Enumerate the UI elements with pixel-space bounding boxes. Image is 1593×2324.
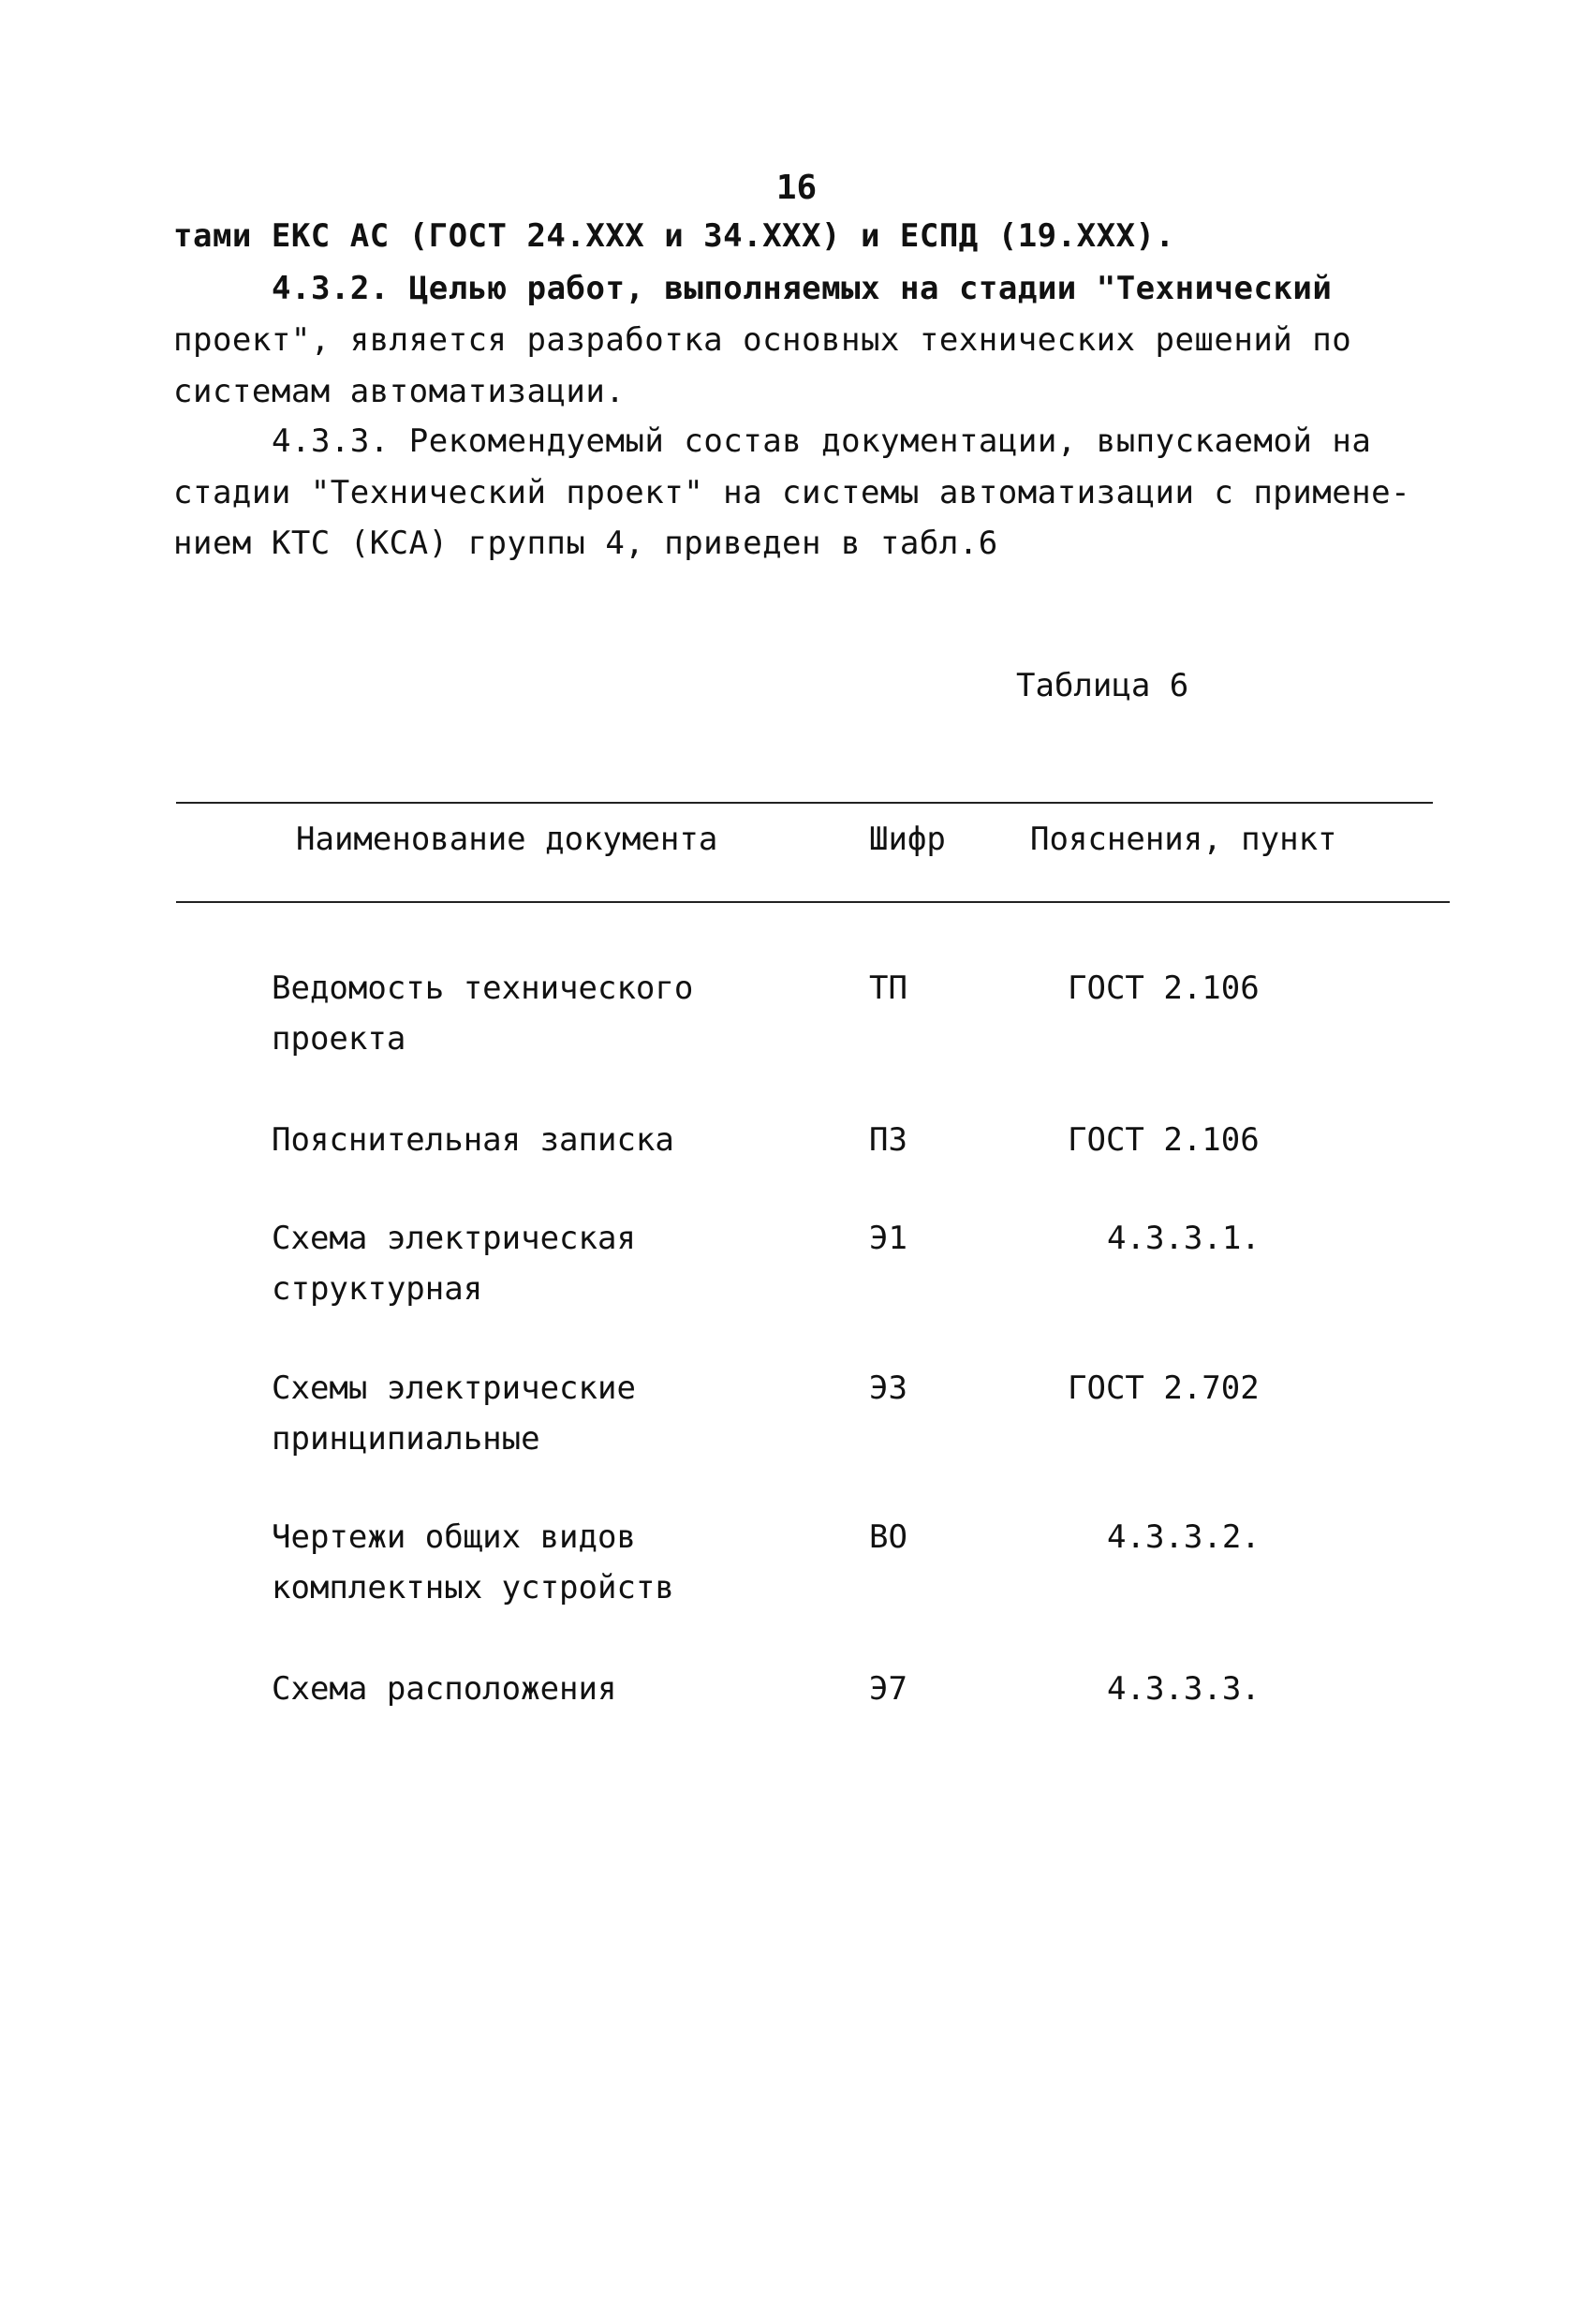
paragraph-4-3-3-line-3: нием КТС (КСА) группы 4, приведен в табл.6 xyxy=(173,525,998,562)
table-header-rule xyxy=(176,901,1450,903)
row-notes: ГОСТ 2.106 xyxy=(1068,970,1260,1007)
row-code: ТП xyxy=(869,970,907,1007)
table-top-rule xyxy=(176,802,1433,804)
row-name-line-2: структурная xyxy=(272,1270,483,1308)
row-name-line-1: Схема электрическая xyxy=(272,1220,636,1257)
row-code: ПЗ xyxy=(869,1121,907,1159)
paragraph-4-3-3-line-2: стадии "Технический проект" на системы автоматизации с примене- xyxy=(173,474,1411,511)
table-header-name: Наименование документа xyxy=(296,821,718,858)
row-notes: ГОСТ 2.702 xyxy=(1068,1369,1260,1407)
row-name-line-1: Чертежи общих видов xyxy=(272,1518,636,1556)
row-code: ВО xyxy=(869,1518,907,1556)
row-notes: 4.3.3.1. xyxy=(1107,1220,1261,1257)
row-name-line-2: проекта xyxy=(272,1020,406,1058)
row-name-line-2: принципиальные xyxy=(272,1420,540,1458)
row-name-line-1: Схемы электрические xyxy=(272,1369,636,1407)
table-header-notes: Пояснения, пункт xyxy=(1030,821,1337,858)
table-header-code: Шифр xyxy=(869,821,946,858)
row-name-line-1: Схема расположения xyxy=(272,1670,617,1708)
row-code: Э1 xyxy=(869,1220,907,1257)
row-name-line-1: Пояснительная записка xyxy=(272,1121,674,1159)
row-notes: ГОСТ 2.106 xyxy=(1068,1121,1260,1159)
row-code: Э7 xyxy=(869,1670,907,1708)
row-notes: 4.3.3.2. xyxy=(1107,1518,1261,1556)
row-name-line-2: комплектных устройств xyxy=(272,1569,674,1606)
table-caption: Таблица 6 xyxy=(1016,667,1189,704)
text-line-1: тами ЕКС АС (ГОСТ 24.XXX и 34.XXX) и ЕСПД (19.XXX). xyxy=(173,217,1175,255)
row-name-line-1: Ведомость технического xyxy=(272,970,694,1007)
paragraph-4-3-2-line-1: 4.3.2. Целью работ, выполняемых на стадии "Технический xyxy=(272,270,1333,307)
page-number: 16 xyxy=(775,169,818,207)
row-code: Э3 xyxy=(869,1369,907,1407)
paragraph-4-3-3-line-1: 4.3.3. Рекомендуемый состав документации, выпускаемой на xyxy=(272,422,1372,460)
row-notes: 4.3.3.3. xyxy=(1107,1670,1261,1708)
paragraph-4-3-2-line-2: проект", является разработка основных технических решений по xyxy=(173,321,1352,359)
paragraph-4-3-2-line-3: системам автоматизации. xyxy=(173,373,626,410)
